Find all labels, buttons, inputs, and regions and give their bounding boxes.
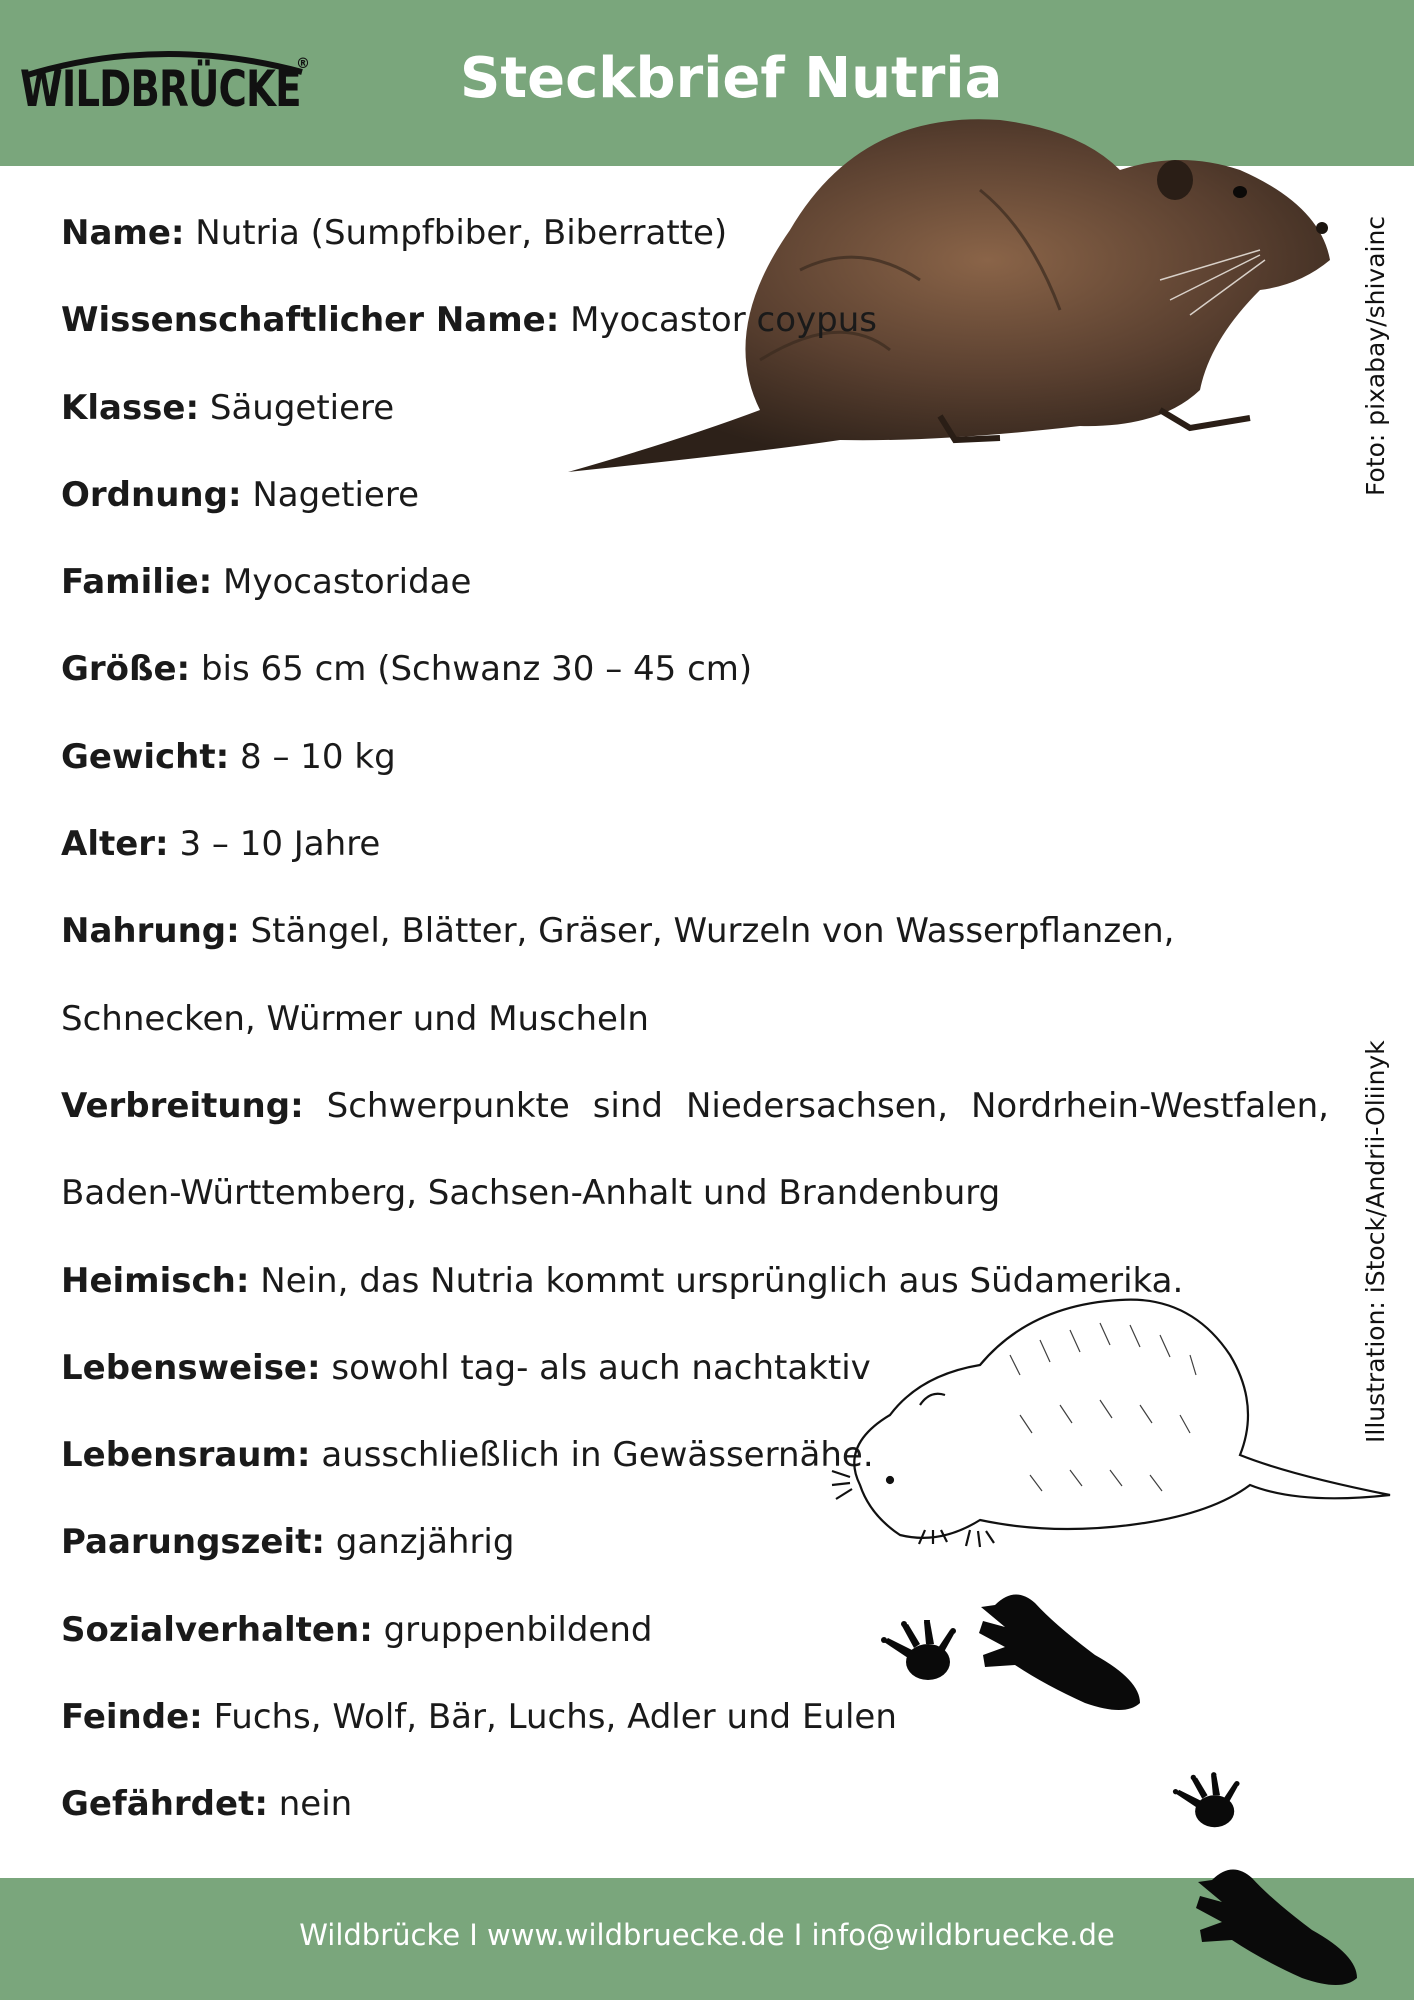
photo-credit: Foto: pixabay/shivainc (1361, 215, 1390, 496)
logo-registered-mark: ® (296, 56, 310, 72)
paw-print-icon (1172, 1770, 1252, 1840)
fact-weight: Gewicht: 8 – 10 kg (61, 736, 396, 777)
hind-foot-print-icon (975, 1585, 1145, 1715)
fact-order: Ordnung: Nagetiere (61, 474, 419, 515)
fact-predators: Feinde: Fuchs, Wolf, Bär, Luchs, Adler und Eulen (61, 1697, 897, 1738)
wildbruecke-logo[interactable] (20, 42, 320, 122)
footer-contact[interactable]: Wildbrücke I www.wildbruecke.de I info@wildbruecke.de (299, 1918, 1115, 1952)
fact-scientific-name: Wissenschaftlicher Name: Myocastor coypus (61, 300, 877, 341)
fact-class: Klasse: Säugetiere (61, 387, 395, 428)
fact-lifestyle: Lebensweise: sowohl tag- als auch nachtaktiv (61, 1347, 871, 1388)
fact-endangered: Gefährdet: nein (61, 1784, 353, 1825)
hind-foot-print-icon (1192, 1860, 1362, 1990)
fact-name: Name: Nutria (Sumpfbiber, Biberratte) (61, 213, 728, 253)
fact-native: Heimisch: Nein, das Nutria kommt ursprünglich aus Südamerika. (61, 1260, 1184, 1301)
fact-family: Familie: Myocastoridae (61, 562, 472, 603)
fact-distribution: Verbreitung: Schwerpunkte sind Niedersachsen, Nordrhein-Westfalen, Baden-Württemberg, Sachsen-Anhalt und Brandenburg (61, 1085, 1329, 1214)
fact-habitat: Lebensraum: ausschließlich in Gewässernähe. (61, 1435, 874, 1476)
fact-age: Alter: 3 – 10 Jahre (61, 824, 381, 865)
page-title: Steckbrief Nutria (460, 46, 1003, 111)
fact-size: Größe: bis 65 cm (Schwanz 30 – 45 cm) (61, 649, 753, 690)
illustration-credit: Illustration: iStock/Andrii-Oliinyk (1361, 1040, 1390, 1443)
fact-mating-season: Paarungszeit: ganzjährig (61, 1522, 515, 1563)
fact-social-behavior: Sozialverhalten: gruppenbildend (61, 1609, 653, 1650)
paw-print-icon (880, 1620, 970, 1690)
fact-food: Nahrung: Stängel, Blätter, Gräser, Wurzeln von Wasserpflanzen, Schnecken, Würmer und Muscheln (61, 911, 1175, 1039)
logo-text: WILDBRÜCKE (20, 60, 301, 118)
nutria-illustration (830, 1295, 1395, 1575)
